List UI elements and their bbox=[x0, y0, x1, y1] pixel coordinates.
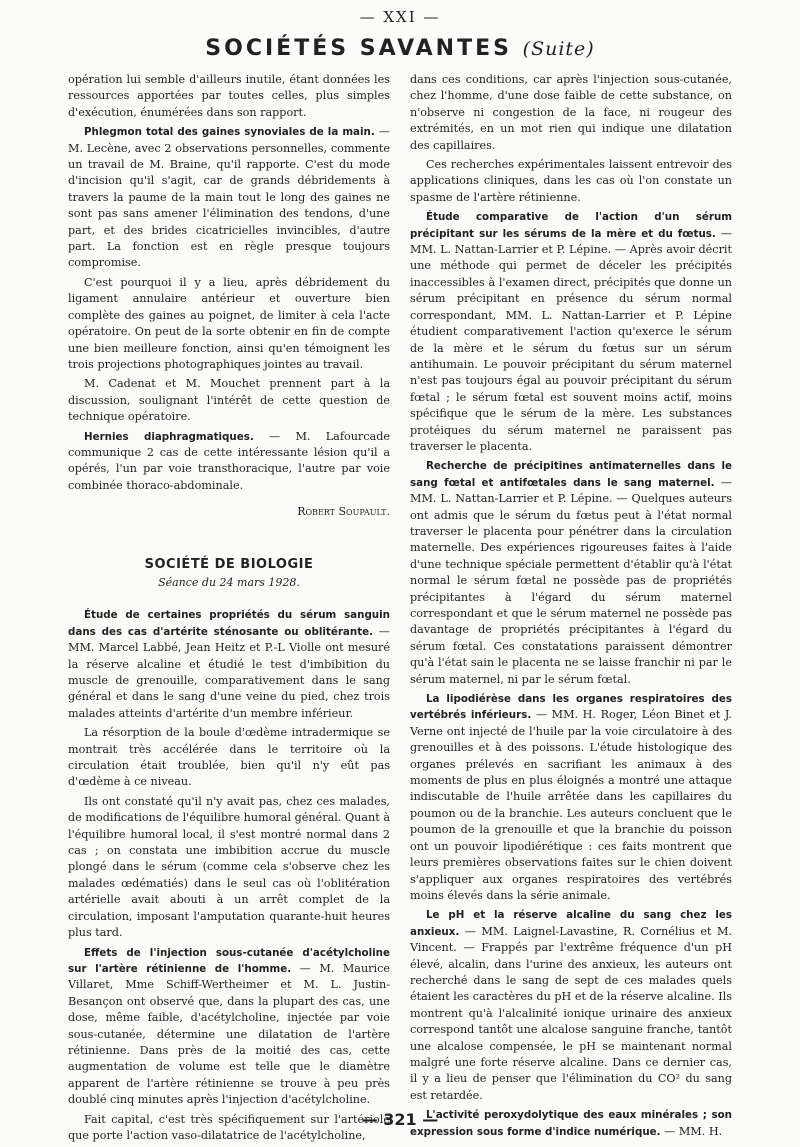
running-title bbox=[0, 36, 800, 61]
paragraph bbox=[410, 907, 732, 1104]
paragraph bbox=[68, 124, 390, 272]
paragraph: opération lui semble d'ailleurs inutile, étant données les ressources apportées par toutes celles, plus simples d'exécution, énumérées dans son rapport. bbox=[68, 73, 390, 119]
article-heading: L'activité peroxydolytique des eaux minérales ; son expression sous forme d'indice numérique. bbox=[410, 1109, 732, 1138]
article-body: — MM. L. Nattan-Larrier et P. Lépine. — Après avoir décrit une méthode qui permet de déceler les précipités inaccessibles à l'examen direct, précipités que donne un sérum précipitant en présence du sérum normal correspondant, MM. L. Nattan-Larrier et P. Lépine étudient comparativement l'action qu'exerce le sérum de la mère et le sérum du fœtus sur un sérum antihumain. Le pouvoir précipitant du sérum maternel n'est pas toujours égal au pouvoir précipitant du sérum fœtal ; le sérum fœtal est souvent moins actif, moins spécifique que le sérum de la mère. Les substances protéiques du sérum maternel ne paraissent pas traverser le placenta. bbox=[410, 226, 732, 453]
page-number: — 321 — bbox=[361, 1110, 439, 1129]
article-body: — MM. H. Roger, Léon Binet et J. Verne ont injecté de l'huile par la voie circulatoire à des grenouilles et à des poissons. L'étude histologique des organes prélevés en sacrifiant les animaux à des moments de plus en plus éloignés a montré une attaque indiscutable de l'huile arrêtée dans les capillaires du poumon ou de la branchie. Les auteurs concluent que le poumon de la grenouille et que la branchie du poisson ont un pouvoir lipodiérétique : ces faits montrent que leurs premières observations faites sur le chien doivent s'appliquer aux organes respiratoires des vertébrés moins élevés dans la série animale. bbox=[410, 708, 732, 902]
paragraph bbox=[410, 458, 732, 688]
section-date: Séance du 24 mars 1928. bbox=[158, 575, 300, 589]
article-body: — M. Maurice Villaret, Mme Schiff-Wertheimer et M. L. Justin-Besançon ont observé que, dans la plupart des cas, une dose, même faible, d'acétylcholine, injectée par voie sous-cutanée, détermine une dilatation de l'artère rétinienne. Dans près de la moitié des cas, cette augmentation de volume est telle que le diamètre apparent de l'artère rétinienne se trouve à peu près doublé cinq minutes après l'injection d'acétylcholine. bbox=[68, 961, 390, 1107]
article-heading: Étude de certaines propriétés du sérum sanguin dans des cas d'artérite sténosante ou oblitérante. bbox=[68, 609, 390, 638]
paragraph: dans ces conditions, car après l'injection sous-cutanée, chez l'homme, d'une dose faible de cette substance, on n'observe ni congestion de la face, ni rougeur des extrémités, en un mot rien qui indique une dilatation des capillaires. bbox=[410, 73, 732, 152]
paragraph bbox=[68, 429, 390, 495]
left-column bbox=[68, 72, 390, 1147]
author-signature: Robert Soupault. bbox=[297, 505, 390, 519]
article-heading: Effets de l'injection sous-cutanée d'acétylcholine sur l'artère rétinienne de l'homme. bbox=[68, 946, 390, 975]
paragraph: Ils ont constaté qu'il n'y avait pas, chez ces malades, de modifications de l'équilibre humoral général. Quant à l'équilibre humoral local, il s'est montré normal dans 2 cas ; on constata une imbibition accrue du muscle plongé dans le sérum (comme cela s'observe chez les malades œdématiés) dans le seul cas où l'oblitération artérielle avait abouti à un arrêt complet de la circulation, imposant l'amputation quarante-huit heures plus tard. bbox=[68, 794, 390, 940]
roman-page-marker: — XXI — bbox=[359, 8, 441, 26]
article-body: — MM. H. bbox=[660, 1124, 723, 1138]
paragraph bbox=[410, 209, 732, 455]
article-heading: Le pH et la réserve alcaline du sang chez les anxieux. bbox=[410, 909, 732, 938]
article-body: — M. Lecène, avec 2 observations personnelles, commente un travail de M. Braine, qu'il rapporte. C'est du mode d'incision qu'il s'agit, car de grands débridements à travers la paume de la main tout le long des gaines ne sont pas sans amener l'élimination des tendons, d'une part, et des brides cicatricielles invincibles, d'autre part. La fonction est en règle presque toujours compromise. bbox=[68, 125, 390, 270]
paragraph bbox=[410, 691, 732, 904]
article-body: — MM. Laignel-Lavastine, R. Cornélius et M. Vincent. — Frappés par l'extrême fréquence d'un pH élevé, alcalin, dans l'urine des anxieux, les auteurs ont recherché dans le sang de sept de ces malades quels étaient les caractères du pH et de la réserve alcaline. Ils montrent qu'à l'alcalinité ionique urinaire des anxieux correspond tantôt une alcalose sanguine franche, tantôt une alcalose compensée, le pH se maintenant normal malgré une forte réserve alcaline. Dans ce dernier cas, il y a lieu de penser que l'élimination du CO² du sang est retardée. bbox=[410, 924, 732, 1102]
paragraph: Fait capital, c'est très spécifiquement sur l'artériole que porte l'action vaso-dilatatrice de l'acétylcholine, bbox=[68, 1112, 390, 1142]
article-heading: Étude comparative de l'action d'un sérum précipitant sur les sérums de la mère et du fœtus. bbox=[410, 211, 732, 240]
right-column bbox=[410, 72, 732, 1143]
paragraph bbox=[68, 945, 390, 1109]
paragraph: C'est pourquoi il y a lieu, après débridement du ligament annulaire antérieur et ouverture bien complète des gaines au poignet, de limiter à cela l'acte opératoire. On peut de la sorte obtenir en fin de compte une bien meilleure fonction, ainsi qu'en témoignent les trois projections photographiques jointes au travail. bbox=[68, 275, 390, 371]
article-heading: Hernies diaphragmatiques. bbox=[84, 430, 254, 443]
running-title-text: SOCIÉTÉS SAVANTES bbox=[205, 36, 512, 61]
paragraph: La résorption de la boule d'œdème intradermique se montrait très accélérée dans le territoire où la circulation était troublée, bien qu'il n'y eût pas d'œdème à ce niveau. bbox=[68, 726, 390, 789]
article-heading: Phlegmon total des gaines synoviales de la main. bbox=[84, 126, 375, 139]
article-heading: Recherche de précipitines antimaternelles dans le sang fœtal et antifœtales dans le sang maternel. bbox=[410, 460, 732, 489]
paragraph bbox=[68, 607, 390, 722]
article-body: — MM. Marcel Labbé, Jean Heitz et P.-L Violle ont mesuré la réserve alcaline et étudié le test d'imbibition du muscle de grenouille, comparativement dans le sang général et dans le sang d'une veine du pied, chez trois malades atteints d'artérite d'un membre inférieur. bbox=[68, 624, 390, 720]
article-body: — MM. L. Nattan-Larrier et P. Lépine. — Quelques auteurs ont admis que le sérum du fœtus peut à l'état normal traverser le placenta pour pénétrer dans la circulation maternelle. Des expériences rigoureuses faites à l'aide d'une technique spéciale permettent d'établir qu'à l'état normal le sérum fœtal ne possède pas de propriétés précipitantes à l'égard du sérum maternel correspondant et que le sérum maternel ne possède pas davantage de propriétés précipitantes à l'égard du sérum fœtal. Ces constatations paraissent démontrer qu'à l'état sain le placenta ne se laisse franchir ni par le sérum maternel, ni par le sérum fœtal. bbox=[410, 475, 732, 686]
section-title: SOCIÉTÉ DE BIOLOGIE bbox=[144, 556, 314, 572]
article-heading: La lipodiérèse dans les organes respiratoires des vertébrés inférieurs. bbox=[410, 693, 732, 722]
article-body: — M. Lafourcade communique 2 cas de cette intéressante lésion qu'il a opérés, l'un par voie transthoracique, l'autre par voie combinée thoraco-abdominale. bbox=[68, 429, 390, 492]
paragraph: M. Cadenat et M. Mouchet prennent part à la discussion, soulignant l'intérêt de cette question de technique opératoire. bbox=[68, 377, 390, 424]
running-title-suite: (Suite) bbox=[522, 38, 595, 60]
paragraph: Ces recherches expérimentales laissent entrevoir des applications cliniques, dans les cas où l'on constate un spasme de l'artère rétinienne. bbox=[410, 158, 732, 204]
